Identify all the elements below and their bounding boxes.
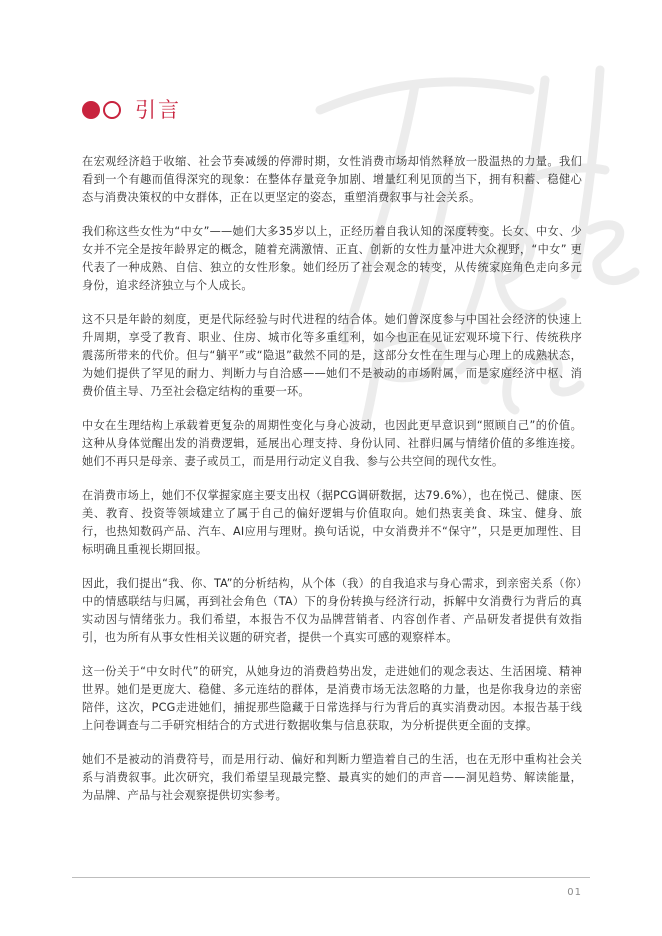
outline-circle-icon — [103, 101, 121, 119]
section-heading — [82, 97, 181, 123]
paragraph: 在宏观经济趋于收缩、社会节奏减缓的停滞时期，女性消费市场却悄然释放一股温热的力量。我们看到一个有趣而值得深究的现象：在整体存量竞争加剧、增量红利见顶的当下，拥有积蓄、稳健心态与消费决策权的中女群体，正在以更坚定的姿态，重塑消费叙事与社会关系。 — [82, 155, 582, 204]
page-title: 引言 — [135, 98, 181, 122]
paragraph: 在消费市场上，她们不仅掌握家庭主要支出权（据PCG调研数据，达79.6%），也在悦己、健康、医美、教育、投资等领域建立了属于自己的偏好逻辑与价值取向。她们热衷美食、珠宝、健身、旅行，也热知数码产品、汽车、AI应用与理财。换句话说，中女消费并不“保守”，只是更加理性、目标明确且重视长期回报。 — [82, 489, 582, 556]
paragraph: 这不只是年龄的刻度，更是代际经验与时代进程的结合体。她们曾深度参与中国社会经济的快速上升周期，享受了教育、职业、住房、城市化等多重红利，如今也正在见证宏观环境下行、传统秩序震荡所带来的代价。但与“躺平”或“隐退”截然不同的是，这部分女性在生理与心理上的成熟状态，为她们提供了罕见的耐力、判断力与自洽感——她们不是被动的市场附属，而是家庭经济中枢、消费价值主导、乃至社会稳定结构的重要一环。 — [82, 313, 582, 398]
paragraph: 因此，我们提出“我、你、TA”的分析结构，从个体（我）的自我追求与身心需求，到亲密关系（你）中的情感联结与归属，再到社会角色（TA）下的身份转换与经济行动，拆解中女消费行为背后的真实动因与情绪张力。我们希望，本报告不仅为品牌营销者、内容创作者、产品研发者提供有效指引，也为所有从事女性相关议题的研究者，提供一个真实可感的观察样本。 — [82, 577, 582, 644]
paragraph: 这一份关于“中女时代”的研究，从她身边的消费趋势出发，走进她们的观念表达、生活困境、精神世界。她们是更庞大、稳健、多元连结的群体，是消费市场无法忽略的力量，也是你我身边的亲密陪伴，这次，PCG走进她们，捕捉那些隐藏于日常选择与行为背后的真实消费动因。本报告基于线上问卷调查与二手研究相结合的方式进行数据收集与信息获取，为分析提供更全面的支撑。 — [82, 665, 582, 732]
intro-body — [82, 153, 582, 821]
page-number: 01 — [567, 887, 582, 898]
watermark-stroke — [590, 225, 635, 281]
paragraph: 中女在生理结构上承载着更复杂的周期性变化与身心波动，也因此更早意识到“照顾自己”的价值。这种从身体觉醒出发的消费逻辑，延展出心理支持、身份认同、社群归属与情绪价值的多维连接。她们不再只是母亲、妻子或员工，而是用行动定义自我、参与公共空间的现代女性。 — [82, 419, 582, 468]
paragraph: 我们称这些女性为“中女”——她们大多35岁以上，正经历着自我认知的深度转变。长女、中女、少女并不完全是按年龄界定的概念，随着充满激情、正直、创新的女性力量冲进大众视野，“中女” 更代表了一种成熟、自信、独立的女性形象。她们经历了社会观念的转变，从传统家庭角色走向多元身份，追求经济独立与个人成长。 — [82, 225, 582, 292]
watermark-stroke — [320, 82, 530, 110]
paragraph: 她们不是被动的消费符号，而是用行动、偏好和判断力塑造着自己的生活，也在无形中重构社会关系与消费叙事。此次研究，我们希望呈现最完整、最真实的她们的声音——洞见趋势、解读能量，为品牌、产品与社会观察提供切实参考。 — [82, 753, 582, 802]
footer-divider — [72, 877, 590, 878]
filled-circle-icon — [82, 101, 100, 119]
